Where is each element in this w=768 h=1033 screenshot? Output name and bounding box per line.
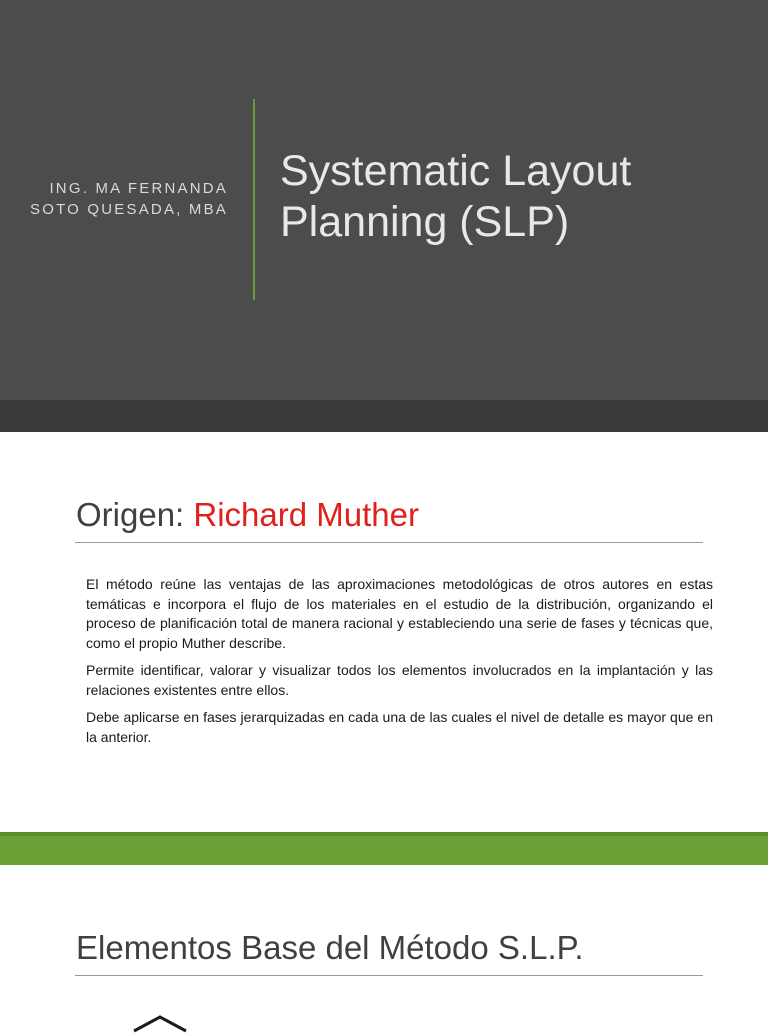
title-underline	[75, 542, 703, 543]
elementos-slide	[0, 865, 768, 1024]
author-line-1: ING. MA FERNANDA	[49, 180, 228, 197]
origen-title-prefix: Origen:	[76, 496, 194, 533]
title-line-1: Systematic Layout	[280, 147, 632, 195]
hexagon-diagram-icon	[128, 1013, 192, 1033]
presentation-title	[280, 146, 631, 248]
origen-slide	[0, 432, 768, 832]
origen-title	[76, 496, 419, 534]
vertical-accent-divider	[253, 99, 255, 300]
origen-body	[86, 575, 713, 755]
origen-author-highlight: Richard Muther	[193, 496, 419, 533]
author-line-2: SOTO QUESADA, MBA	[30, 201, 228, 218]
green-separator-bar	[0, 832, 768, 865]
title-line-2: Planning (SLP)	[280, 198, 570, 246]
elementos-title: Elementos Base del Método S.L.P.	[76, 929, 584, 966]
paragraph: Permite identificar, valorar y visualizar todos los elementos involucrados en la implantación y las relaciones existentes entre ellos.	[86, 662, 713, 698]
author-name	[30, 178, 228, 220]
paragraph: El método reúne las ventajas de las aproximaciones metodológicas de otros autores en estas temáticas e incorpora el flujo de los materiales en el estudio de la distribución, organizando el proceso de planificación total de manera racional y estableciendo una serie de fases y técnicas que, como el propio Muther describe.	[86, 576, 713, 651]
paragraph: Debe aplicarse en fases jerarquizadas en cada una de las cuales el nivel de detalle es mayor que en la anterior.	[86, 709, 713, 745]
title-underline	[75, 975, 703, 976]
title-slide	[0, 0, 768, 432]
slide-bottom-band	[0, 400, 768, 432]
green-separator-edge	[0, 832, 768, 836]
